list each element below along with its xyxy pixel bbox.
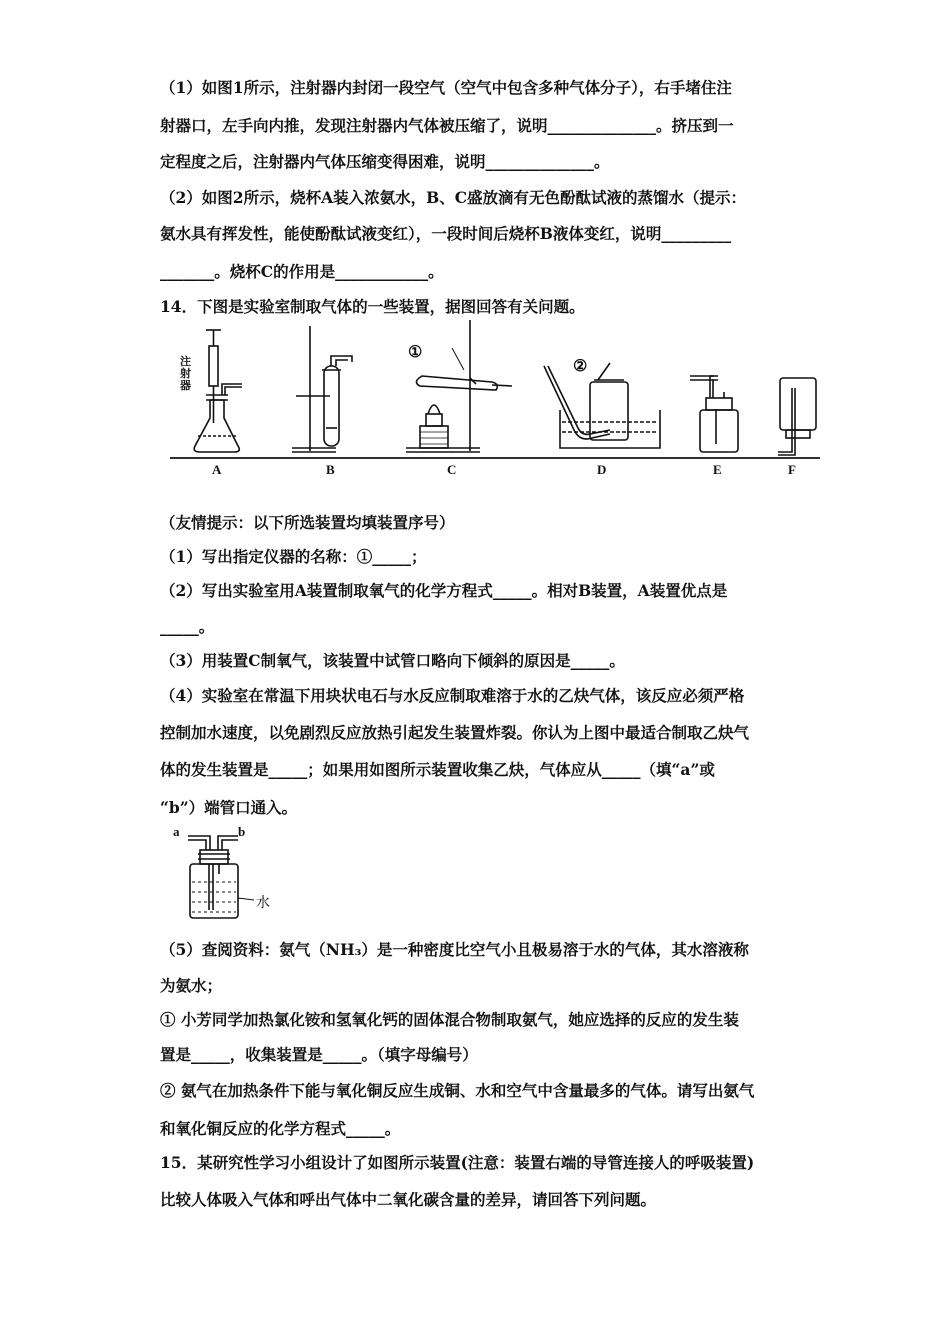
- apparatus-b-stand: [292, 326, 352, 452]
- apparatus-e-bottle: [690, 376, 738, 452]
- apparatus-c-heating: [406, 320, 512, 452]
- apparatus-d-trough: [544, 363, 660, 448]
- marker-2: ②: [573, 358, 588, 375]
- q14-s2-line1: （2）写出实验室用A装置制取氧气的化学方程式_____。相对B装置，A装置优点是: [160, 581, 728, 600]
- q14-s4-line1: （4）实验室在常温下用块状电石与水反应制取难溶于水的乙炔气体，该反应必须严格: [160, 686, 745, 705]
- bottle-label-b: b: [238, 824, 246, 839]
- q14-s5-line4: 置是_____，收集装置是_____。（填字母编号）: [160, 1045, 478, 1064]
- q13-p2-line1: （2）如图2所示，烧杯A装入浓氨水，B、C盛放滴有无色酚酞试液的蒸馏水（提示：: [160, 188, 747, 207]
- apparatus-f-bottle: [778, 378, 816, 455]
- q14-s5-line3: ① 小芳同学加热氯化铵和氢氧化钙的固体混合物制取氨气，她应选择的反应的发生装: [160, 1010, 739, 1029]
- q14-s1: （1）写出指定仪器的名称：①_____；: [160, 547, 427, 566]
- q13-p2-line2: 氨水具有挥发性，能使酚酞试液变红），一段时间后烧杯B液体变红，说明_________: [160, 224, 732, 243]
- label-f: F: [788, 462, 796, 477]
- bottle-label-a: a: [173, 824, 180, 839]
- q14-s2-line2: _____。: [160, 617, 215, 636]
- q14-s5-line1: （5）查阅资料：氨气（NH₃）是一种密度比空气小且极易溶于水的气体，其水溶液称: [160, 940, 749, 959]
- label-c: C: [447, 462, 457, 477]
- q14-s5-line2: 为氨水；: [160, 976, 223, 995]
- q15-line2: 比较人体吸入气体和呼出气体中二氧化碳含量的差异，请回答下列问题。: [160, 1190, 657, 1209]
- marker-1: ①: [408, 344, 423, 361]
- syringe-label: 注射器: [180, 355, 191, 392]
- label-d: D: [597, 462, 607, 477]
- q13-p1-line1: （1）如图1所示，注射器内封闭一段空气（空气中包含多种气体分子），右手堵住注: [160, 78, 732, 97]
- q13-p1-line2: 射器口，左手向内推，发现注射器内气体被压缩了，说明______________。挤压到一: [160, 116, 734, 135]
- q15-line1: 15．某研究性学习小组设计了如图所示装置(注意：装置右端的导管连接人的呼吸装置): [160, 1153, 755, 1172]
- q14-s5-line6: 和氧化铜反应的化学方程式_____。: [160, 1119, 401, 1138]
- apparatus-a-flask: [194, 330, 242, 452]
- q14-s4-line2: 控制加水速度，以免剧烈反应放热引起发生装置炸裂。你认为上图中最适合制取乙炔气: [160, 723, 750, 742]
- q14-tip: （友情提示：以下所选装置均填装置序号）: [160, 513, 455, 532]
- q14-s3: （3）用装置C制氧气，该装置中试管口略向下倾斜的原因是_____。: [160, 651, 625, 670]
- q14-s5-line5: ② 氨气在加热条件下能与氧化铜反应生成铜、水和空气中含量最多的气体。请写出氨气: [160, 1081, 755, 1100]
- q14-s4-line3: 体的发生装置是_____；如果用如图所示装置收集乙炔，气体应从_____（填“a”或: [160, 760, 715, 779]
- q14-stem: 14．下图是实验室制取气体的一些装置，据图回答有关问题。: [160, 297, 585, 316]
- q13-p2-line3: _______。烧杯C的作用是____________。: [160, 262, 444, 281]
- q13-p1-line3: 定程度之后，注射器内气体压缩变得困难，说明______________。: [160, 152, 610, 171]
- bottle-label-water: 水: [256, 895, 270, 911]
- label-e: E: [713, 462, 722, 477]
- apparatus-figure: [170, 318, 820, 478]
- label-b: B: [326, 462, 335, 477]
- label-a: A: [212, 462, 222, 477]
- q14-s4-line4: “b”）端管口通入。: [160, 798, 298, 817]
